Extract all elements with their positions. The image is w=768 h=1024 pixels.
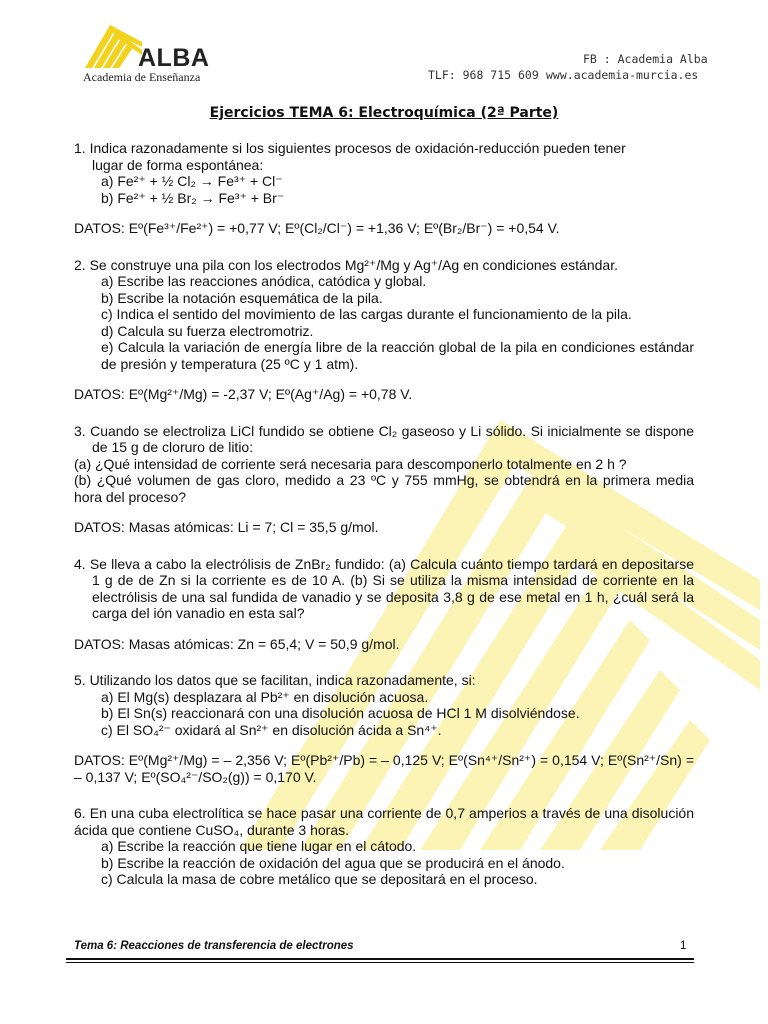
exercise-3 — [74, 423, 694, 506]
footer-title: Tema 6: Reacciones de transferencia de electrones — [74, 940, 354, 952]
footer-divider-thin — [66, 962, 694, 963]
exercise-1 — [74, 140, 694, 206]
exercise-2-item-c: c) Indica el sentido del movimiento de las cargas durante el funcionamiento de la pila. — [101, 306, 632, 322]
exercise-2-item-b: b) Escribe la notación esquemática de la pila. — [101, 289, 383, 306]
exercise-3-statement: 3. Cuando se electroliza LiCl fundido se obtiene Cl₂ gaseoso y Li sólido. Si inicialmente se dispone de 15 g de cloruro de litio: — [74, 422, 694, 455]
exercise-6-item-a: a) Escribe la reacción que tiene lugar en el cátodo. — [101, 838, 417, 854]
exercise-4-statement: 4. Se lleva a cabo la electrólisis de ZnBr₂ fundido: (a) Calcula cuánto tiempo tardará en depositarse 1 g de de Zn si la corriente es de 10 A. (b) Si se utiliza la misma intensidad de corriente en la electrólisis de una sal fundida de vanadio y se deposita 3,8 g de ese metal en 1 h, ¿cuál será la carga del ión vanadio en esta sal? — [74, 555, 694, 621]
exercise-1-item-b: b) Fe²⁺ + ½ Br₂ → Fe³⁺ + Br⁻ — [101, 189, 285, 206]
exercise-5-statement: 5. Utilizando los datos que se facilitan, indica razonadamente, si: — [74, 672, 476, 688]
exercise-list — [74, 140, 694, 902]
exercise-6-statement: 6. En una cuba electrolítica se hace pasar una corriente de 0,7 amperios a través de una disolución ácida que contiene CuSO₄, durante 3 horas. — [74, 805, 694, 838]
footer-divider — [66, 958, 694, 960]
exercise-1-item-a: a) Fe²⁺ + ½ Cl₂ → Fe³⁺ + Cl⁻ — [101, 173, 283, 189]
exercise-5 — [74, 672, 694, 738]
document-title: Ejercicios TEMA 6: Electroquímica (2ª Parte) — [209, 105, 559, 121]
logo-name: ALBA — [138, 44, 210, 72]
exercise-5-item-b: b) El Sn(s) reaccionará con una disolución acuosa de HCl 1 M disolviéndose. — [101, 705, 580, 721]
exercise-2-item-e: e) Calcula la variación de energía libre de la reacción global de la pila en condiciones estándar de presión y temperatura (25 ºC y 1 atm). — [101, 339, 694, 372]
exercise-2-statement: 2. Se construye una pila con los electrodos Mg²⁺/Mg y Ag⁺/Ag en condiciones estándar. — [74, 256, 618, 273]
exercise-3-item-a: (a) ¿Qué intensidad de corriente será necesaria para descomponerlo totalmente en 2 h ? — [74, 455, 627, 472]
exercise-1-data: DATOS: Eº(Fe³⁺/Fe²⁺) = +0,77 V; Eº(Cl₂/Cl⁻) = +1,36 V; Eº(Br₂/Br⁻) = +0,54 V. — [74, 220, 560, 236]
website-link[interactable]: www.academia-murcia.es — [546, 68, 699, 82]
page-number: 1 — [680, 940, 687, 952]
phone-contact: TLF: 968 715 609 — [428, 68, 539, 82]
exercise-3-data: DATOS: Masas atómicas: Li = 7; Cl = 35,5 g/mol. — [74, 519, 379, 535]
exercise-3-item-b: (b) ¿Qué volumen de gas cloro, medido a 23 ºC y 755 mmHg, se obtendrá en la primera media hora del proceso? — [74, 472, 694, 505]
exercise-4-data: DATOS: Masas atómicas: Zn = 65,4; V = 50,9 g/mol. — [74, 635, 400, 652]
exercise-5-item-c: c) El SO₄²⁻ oxidará al Sn²⁺ en disolución ácida a Sn⁴⁺. — [101, 721, 442, 738]
exercise-1-statement-cont: lugar de forma espontánea: — [92, 156, 264, 173]
exercise-2-item-d: d) Calcula su fuerza electromotriz. — [101, 322, 314, 339]
exercise-4 — [74, 556, 694, 622]
exercise-5-item-a: a) El Mg(s) desplazara al Pb²⁺ en disolución acuosa. — [101, 688, 429, 705]
exercise-2 — [74, 257, 694, 373]
logo-subtitle: Academia de Enseñanza — [83, 70, 201, 84]
exercise-6-item-c: c) Calcula la masa de cobre metálico que se depositará en el proceso. — [101, 871, 538, 887]
exercise-6 — [74, 805, 694, 888]
facebook-contact: FB : Academia Alba — [583, 52, 708, 66]
exercise-1-statement: 1. Indica razonadamente si los siguientes procesos de oxidación-reducción pueden tener — [74, 140, 626, 156]
exercise-2-item-a: a) Escribe las reacciones anódica, catódica y global. — [101, 273, 427, 289]
exercise-6-item-b: b) Escribe la reacción de oxidación del agua que se producirá en el ánodo. — [101, 854, 565, 871]
exercise-5-data: DATOS: Eº(Mg²⁺/Mg) = – 2,356 V; Eº(Pb²⁺/Pb) = – 0,125 V; Eº(Sn⁴⁺/Sn²⁺) = 0,154 V; Eº(Sn²⁺/Sn) = – 0,137 V; Eº(SO₄²⁻/SO₂(g)) = 0,170 V. — [74, 752, 694, 785]
exercise-2-data: DATOS: Eº(Mg²⁺/Mg) = -2,37 V; Eº(Ag⁺/Ag) = +0,78 V. — [74, 386, 413, 402]
